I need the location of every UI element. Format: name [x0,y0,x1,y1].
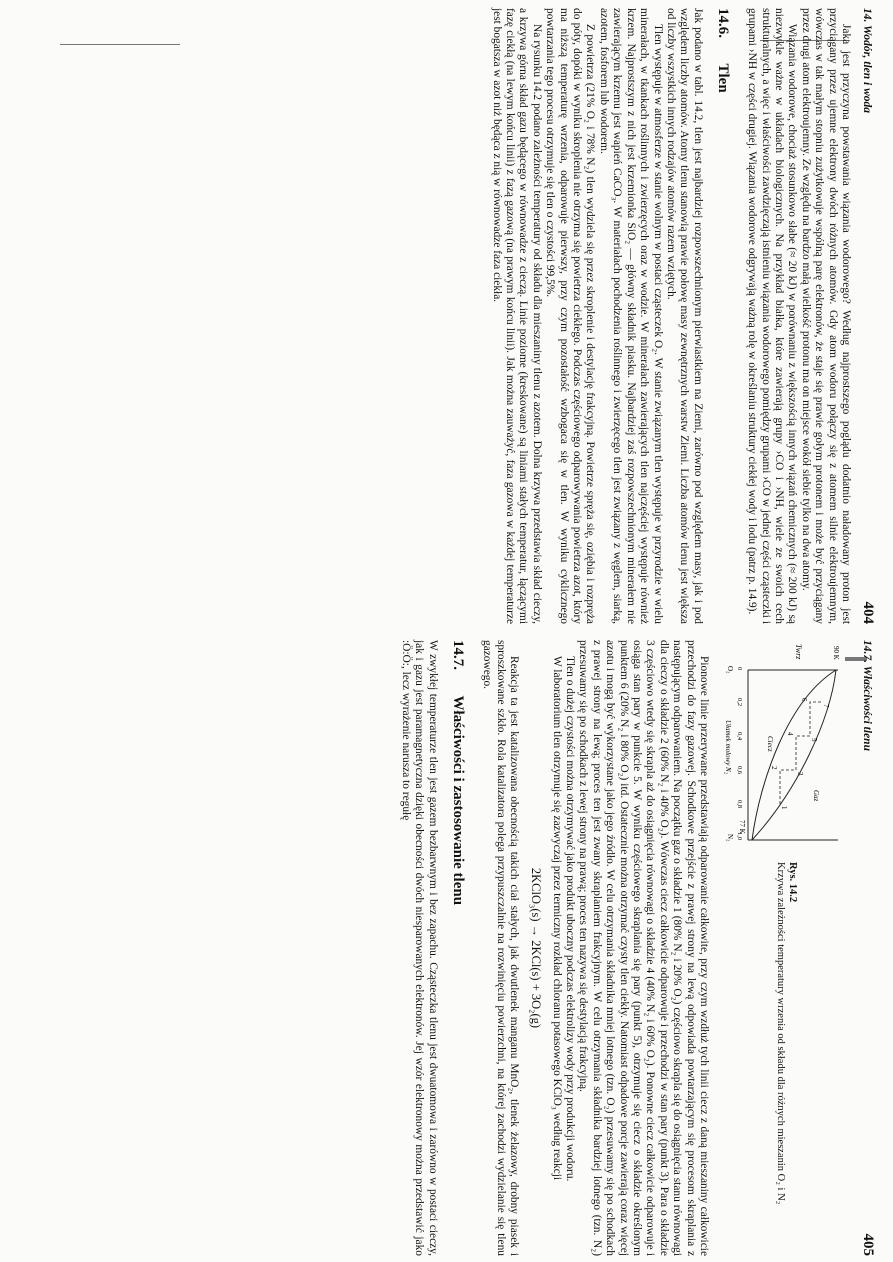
paragraph: Reakcja ta jest katalizowana obecnością takich ciał stałych, jak dwutlenek manganu MnO₂, tlenek żelazowy, drobny piasek i sproszkowane szkło. Rola katalizatora polega przypuszczalnie na rozwinięciu powierzchni, na której zachodzi wydzielanie się tlenu gazowego. [481,640,521,1256]
point-2: 2 [770,766,778,770]
figure-caption [774,862,848,1204]
gas-label: Gaz [812,790,820,802]
paragraph: W laboratorium tlen otrzymuje się zazwyczaj przez termiczny rozkład chloranu potasowego KClO₃ według reakcji [550,656,563,1181]
x-right-label: N₂ [726,834,734,842]
section-heading [449,640,466,1256]
x-tick: 0,8 [736,800,743,809]
paragraph: Z powietrza (21% O₂ i 78% N₂) tlen wydziela się przez skroplenie i destylację frakcyjną. Powietrze spręża się, oziębia i rozpręża do póty, dopóki w wyniku skroplenia nie otrzyma się powietrza ciekłego. Podczas częściowego odparowywania powietrza azot, który ma niższą temperaturę wrzenia, odparowuje pierwszy, przy czym pozostałość wzbogaca się w tlen. W wyniku cyklicznego powtarzania tego procesu otrzymuje się tlen o czystości 99,5%. [544,8,597,624]
x-tick: 0 [736,667,743,671]
x-tick: 0,6 [736,766,743,775]
y-bottom-label: 77 K [738,820,746,834]
y-top-label: 90 K [832,646,840,660]
section-number: 14.6. [714,8,731,38]
page-405 [40,640,876,1256]
point-1: 1 [780,806,788,810]
section-number: 14.7. [449,640,466,670]
page-header [852,8,876,624]
paragraph: Pionowe linie przerywane przedstawiają odparowanie całkowite, przy czym wzdłuż tych linii ciecz z daną mieszaniny całkowicie przechodzi do fazy gazowej. Schodkowe przejście z prawej strony na lewą odpowiada powtarzającym się procesom skraplania z następującym odparowaniem. Na początku gaz o składzie 1 (80% N₂ i 20% O₂) częściowo skrapla się do osiągnięcia stanu równowagi dla cieczy o składzie 2 (60% N₂ i 40% O₂). Wówczas ciecz całkowicie odparowuje i przechodzi w stan pary (punkt 3). Para o składzie 3 częściowo wtedy się skrapla aż do osiągnięcia równowagi o składzie 4 (40% N₂ i 60% O₂). Ponowne ciecz całkowicie odparowuje i osiąga stan pary w punkcie 5. W wyniku częściowego skraplania się pary (punkt 5), otrzymuje się ciecz o składzie określonym punktem 6 (20% N₂ i 80% O₂) itd. Ostatecznie można otrzymać czysty tlen ciekły. Natomiast odpadowe porcje zawierają coraz więcej azotu i mogą być wykorzystane jako jego źródło. W celu otrzymania składnika mniej lotnego (tzn. O₂) przesuwamy się po schodkach z prawej strony na lewą; proces ten jest zwany skraplaniem frakcyjnym. W celu otrzymania składnika bardziej lotnego (tzn. N₂) przesuwamy się po schodkach z lewej strony na prawą; proces ten nazywa się destylacją frakcyjną. [577,640,710,1256]
paragraph: Tlen występuje w atmosferze w stanie wolnym w postaci cząsteczek O₂. W stanie związanym tlen występuje w przyrodzie w wielu minerałach, w tkankach roślinnych i zwierzęcych oraz w wodzie. W minerałach zawierających tlen najczęściej występuje również krzem. Najprostszym z nich jest krzemionka SiO₂ — główny składnik piasku. Najbardziej zaś rozpowszechnionym minerałem nie zawierającym krzemu jest wapień CaCO₃. W materiałach pochodzenia roślinnego i zwierzęcego tlen jest związany z węglem, siarką, azotem, fosforem lub wodorem. [597,8,664,624]
page-header [852,640,876,1256]
figure-14-2 [718,640,848,1256]
caption-title: Rys. 14.2 [787,862,798,903]
section-title: Właściwości i zastosowanie tlenu [449,695,466,906]
x-tick: 0,2 [736,698,743,707]
x-tick: 0,4 [736,732,743,741]
paragraph: Tlen o dużej czystości można otrzymywać jako produkt uboczny podczas elektrolizy wody przy produkcji wodoru. [563,656,576,1182]
page-number: 404 [860,601,876,624]
point-3: 3 [796,772,804,776]
point-4: 4 [786,732,794,736]
x-axis-label: Ułamek molowy N₂ [724,720,732,775]
liquid-label: Ciecz [766,736,774,752]
running-head: 14. Wodór, tlen i woda [861,8,873,114]
paragraph: Wiązania wodorowe, chociaż stosunkowo słabe (≈ 20 kJ) w porównaniu z większością innych wiązań chemicznych (≈ 200 kJ) są niezwykle ważne w układach biologicznych. Na przykład białka, które zawierają grupy ›CO i ›NH, wiele ze swoich cech strukturalnych, a więc i właściwości zawdzięczają istnieniu wiązania wodorowego pomiędzy grupami ›CO w jednej części cząsteczki i grupami ›NH w części drugiej. Wiązania wodorowe odgrywają ważną rolę w określaniu struktury ciekłej wody i lodu (patrz p. 14.9). [746,8,799,624]
fractionation-steps [780,702,822,804]
gas-curve [752,670,836,840]
caption-text: Krzywa zależności temperatury wrzenia od składu dla różnych mieszanin O₂ i N₂ [775,862,786,1205]
paragraph: Jaka jest przyczyna powstawania wiązania wodorowego? Według najprostszego poglądu dodatnio naładowany proton jest przyciągany przez ujemne elektrony dwóch różnych atomów. Gdy atom wodoru połączy się z atomem silnie elektroujemnym, wówczas w tak małym stopniu zużytkowuje wspólną parę elektronów, że staje się prawie gołym protonem i może być przyciągany przez drugi atom elektroujemny. Ze względu na bardzo małą wielkość protonu ma on miejsce wokół siebie tylko na dwa atomy. [799,8,852,624]
boiling-diagram [718,640,848,850]
running-head: 14.7. Właściwości tlenu [861,640,873,751]
page-404 [40,8,876,624]
x-tick: 1,0 [736,832,743,841]
section-title: Tlen [714,63,731,93]
paragraph: W zwykłej temperaturze tlen jest gazem bezbarwnym i bez zapachu. Cząsteczka tlenu jest dwuatomowa i zarówno w postaci cieczy, jak i gazu jest paramagnetyczna dzięki obecności dwóch niesparowanych elektronów. Jej wzór elektronowy można przedstawić jako :Ö:Ö:, lecz wyrażenie narusza to regułę [400,640,439,1256]
liquid-curve [752,670,836,840]
point-7: 7 [822,704,830,708]
chemical-equation: 2KClO₃(s) → 2KCl(s) + 3O₂(g) [529,867,544,1029]
point-6: 6 [800,698,808,702]
point-5: 5 [810,738,818,742]
boiling-diagram-svg [718,640,848,850]
x-left-label: O₂ [726,666,734,674]
y-axis-label: Twrz [794,644,803,660]
paragraph: Na rysunku 14.2 podano zależności temperatury od składu dla mieszaniny tlenu z azotem. Dolna krzywa przedstawia skład cieczy, a krzywa górna skład gazu będącego w równowadze z cieczą. Linie poziome (kreskowane) są liniami stałych temperatur, łączącymi fazę ciekłą (na lewym końcu linii) z fazą gazową (na prawym końcu linii). Jak można zauważyć, faza gazowa w każdej temperaturze jest bogatsza w azot niż będąca z nią w równowadze faza ciekła. [490,8,543,624]
section-heading [714,8,731,624]
page-number: 405 [860,1233,876,1256]
paragraph: Jak podano w tabl. 14.2, tlen jest najbardziej rozpowszechnionym pierwiastkiem na Ziemi, zarówno pod względem masy, jak i pod względem liczby atomów. Atomy tlenu stanowią prawie połowę masy zewnętrznych warstw Ziemi. Liczba atomów tlenu jest większa od liczby wszystkich innych rodzajów atomów razem wziętych. [664,8,704,624]
